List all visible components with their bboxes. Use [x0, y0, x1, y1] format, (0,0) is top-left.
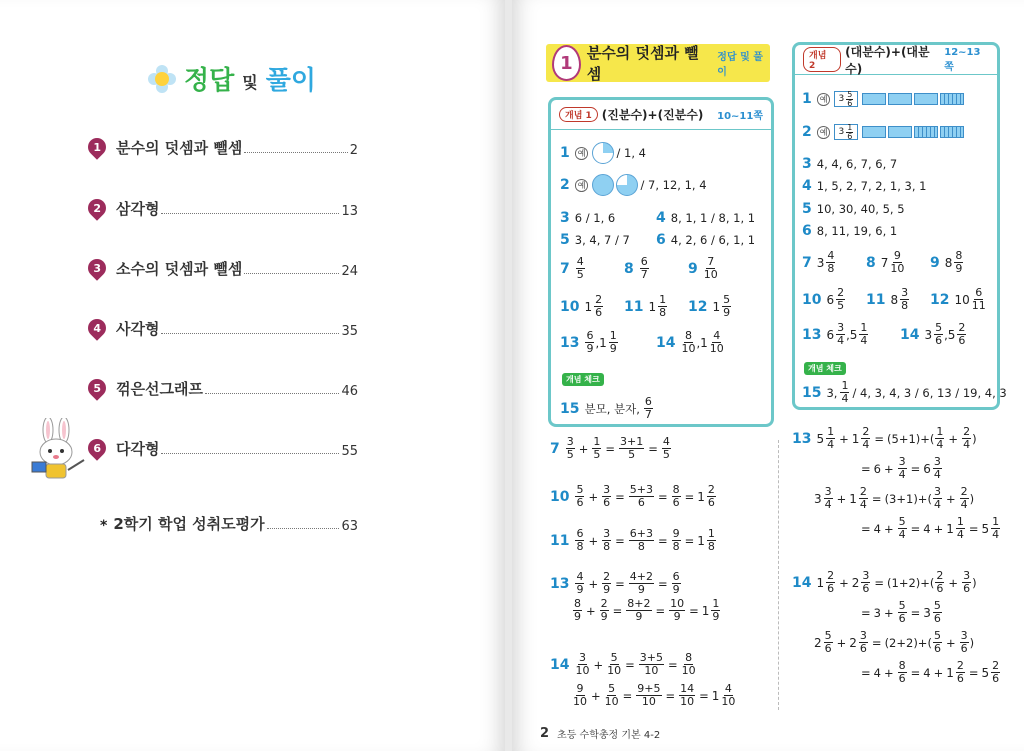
pie-icon	[592, 142, 614, 164]
answer-1-10: 10 1 2 6	[560, 293, 603, 319]
toc-item-title: 분수의 덧셈과 뺄셈	[116, 139, 243, 157]
answer-1-13: 13 6 9 , 1 1 9	[560, 329, 617, 355]
answer-1-4: 4 8, 1, 1 / 8, 1, 1	[656, 210, 756, 226]
answer-2-12: 12 10 6 11	[930, 286, 986, 312]
bar-segment	[914, 93, 938, 105]
toc-item-page: 55	[341, 444, 358, 459]
solution-2-14a: 14 1 2 6 + 2 $\frac{3}{6}$ = (1+2)+( $\frac{2}{6}$ + $\frac{3}{6}$ )	[792, 569, 977, 595]
section-badge	[546, 44, 770, 82]
toc-item-page: 46	[341, 384, 358, 399]
concept-title: (진분수)+(진분수)	[601, 108, 704, 122]
answer-2-5: 5 10, 30, 40, 5, 5	[802, 201, 905, 217]
pie-icon	[592, 174, 614, 196]
answer-2-2: 2 예 3 1 6	[802, 124, 966, 140]
answer-1-12: 12 1 5 9	[688, 293, 731, 319]
column-divider	[778, 440, 779, 710]
solution-10: 10 5 6 + $\frac{3}{6}$ = $\frac{5+3}{6}$ = $\frac{8}{6}$ = 1 2 6	[550, 483, 715, 509]
answer-2-7: 7 3 4 8	[802, 249, 835, 275]
solution-2-13b: = 6 + $\frac{3}{4}$ = 6 3 4	[861, 455, 941, 481]
chapter-pin-icon: 5	[84, 375, 109, 400]
toc-item-page: 35	[341, 324, 358, 339]
concept-pages: 12~13쪽	[944, 46, 981, 73]
answer-2-10: 10 6 2 5	[802, 286, 845, 312]
answer-2-11: 11 8 3 8	[866, 286, 909, 312]
toc-item-4[interactable]	[88, 315, 358, 339]
answer-1-5: 5 3, 4, 7 / 7	[560, 232, 630, 248]
toc-item-title: 다각형	[116, 440, 160, 458]
section-title: 분수의 덧셈과 뺄셈	[586, 44, 699, 83]
answer-1-11: 11 1 1 8	[624, 293, 667, 319]
bar-segment	[862, 93, 886, 105]
section-subtitle: 정답 및 풀이	[717, 52, 763, 78]
answer-2-6: 6 8, 11, 19, 6, 1	[802, 223, 898, 239]
concept-check-badge: 개념 체크	[804, 362, 846, 375]
solution-13b: 8 9 + $\frac{2}{9}$ = $\frac{8+2}{9}$ = $\frac{10}{9}$ = 1 1 9	[574, 597, 720, 623]
bar-segment	[940, 93, 964, 105]
bar-segment	[888, 126, 912, 138]
concept-box-header	[795, 45, 997, 75]
solution-2-13a: 13 5 1 4 + 1 $\frac{2}{4}$ = (5+1)+( $\frac{1}{4}$ + $\frac{2}{4}$ )	[792, 425, 977, 451]
answer-1-3: 3 6 / 1, 6	[560, 210, 616, 226]
concept-box-header	[551, 100, 771, 130]
answer-2-3: 3 4, 4, 6, 7, 6, 7	[802, 156, 898, 172]
book-title: 초등 수학총정 기본 4-2	[557, 730, 661, 741]
solution-14a: 14 3 10 + $\frac{5}{10}$ = $\frac{3+5}{10}$ = $\frac{8}{10}$	[550, 651, 696, 677]
toc-title-1: 정답	[184, 66, 235, 96]
toc-item-5[interactable]	[88, 375, 358, 399]
answer-2-9: 9 8 8 9	[930, 249, 963, 275]
pie-icon	[616, 174, 638, 196]
toc-item-6[interactable]	[88, 435, 358, 459]
toc-item-title: 꺾은선그래프	[116, 380, 203, 398]
answer-1-15: 15 분모, 분자, 6 7	[560, 395, 652, 421]
toc-title-3: 풀이	[265, 66, 316, 96]
chapter-pin-icon: 1	[84, 134, 109, 159]
concept-tag: 개념 1	[559, 107, 598, 122]
toc-item-page: 13	[341, 204, 358, 219]
answer-1-7: 7 4 5	[560, 255, 584, 281]
toc-item-assessment[interactable]: * 2학기 학업 성취도평가 63	[100, 515, 358, 534]
solution-2-14d: = 4 + $\frac{8}{6}$ = 4 + 1 $\frac{2}{6}$ = 5 2 6	[861, 659, 1000, 685]
answer-2-13: 13 6 3 4 , 5 1 4	[802, 321, 868, 347]
toc-item-title: 소수의 덧셈과 뺄셈	[116, 260, 243, 278]
concept-check-badge: 개념 체크	[562, 373, 604, 386]
page-number: 2	[540, 726, 550, 741]
concept-title: (대분수)+(대분수)	[845, 44, 930, 76]
toc-item-page: 24	[341, 264, 358, 279]
chapter-pin-icon: 2	[84, 195, 109, 220]
answer-2-1: 1 예 3 5 6	[802, 91, 966, 107]
answer-1-1: 1 예 / 1, 4	[560, 142, 646, 164]
toc-item-3[interactable]	[88, 255, 358, 279]
mixed-number-box: 3 1 6	[834, 124, 858, 140]
solution-14b: 9 10 + $\frac{5}{10}$ = $\frac{9+5}{10}$ = $\frac{14}{10}$ = 1 4 10	[573, 682, 736, 708]
toc-item-2[interactable]	[88, 195, 358, 219]
toc-item-title: 삼각형	[116, 200, 160, 218]
answer-1-6: 6 4, 2, 6 / 6, 1, 1	[656, 232, 756, 248]
concept-tag: 개념 2	[803, 47, 841, 72]
chapter-pin-icon: 4	[84, 315, 109, 340]
mixed-number-box: 3 5 6	[834, 91, 858, 107]
bar-segment	[888, 93, 912, 105]
solution-2-14c: 2 5 6 + 2 $\frac{3}{6}$ = (2+2)+( $\frac{5}{6}$ + $\frac{3}{6}$ )	[814, 629, 975, 655]
bar-segment	[914, 126, 938, 138]
answer-page	[512, 0, 1024, 751]
bunny-mascot-icon	[28, 418, 88, 484]
answer-1-2: 2 예 / 7, 12, 1, 4	[560, 174, 707, 196]
answer-2-14: 14 3 5 6 , 5 2 6	[900, 321, 966, 347]
answer-2-4: 4 1, 5, 2, 7, 2, 1, 3, 1	[802, 178, 927, 194]
toc-page	[0, 0, 505, 751]
bar-segment	[862, 126, 886, 138]
solution-7: 7 3 5 + $\frac{1}{5}$ = $\frac{3+1}{5}$ = $\frac{4}{5}$	[550, 435, 670, 461]
toc-item-title: 사각형	[116, 320, 160, 338]
chapter-pin-icon: 3	[84, 255, 109, 280]
flower-icon	[148, 65, 176, 93]
toc-item-page: 2	[349, 143, 358, 158]
concept-pages: 10~11쪽	[717, 111, 763, 122]
toc-item-title: 2학기 학업 성취도평가	[113, 515, 265, 533]
answer-1-14: 14 8 10 , 1 4 10	[656, 329, 724, 355]
solution-2-13d: = 4 + $\frac{5}{4}$ = 4 + 1 $\frac{1}{4}$ = 5 1 4	[861, 515, 1000, 541]
toc-title	[148, 60, 316, 97]
toc-item-page: 63	[341, 519, 358, 534]
solution-11: 11 6 8 + $\frac{3}{8}$ = $\frac{6+3}{8}$ = $\frac{9}{8}$ = 1 1 8	[550, 527, 715, 553]
bar-segment	[940, 126, 964, 138]
toc-item-1[interactable]	[88, 134, 358, 158]
section-number: 1	[552, 45, 581, 81]
answer-2-8: 8 7 9 10	[866, 249, 905, 275]
answer-1-8: 8 6 7	[624, 255, 648, 281]
answer-2-15: 15 3, 1 4 / 4, 3, 4, 3 / 6, 13 / 19, 4, 3	[802, 379, 1007, 405]
page-footer	[540, 726, 660, 741]
solution-2-14b: = 3 + $\frac{5}{6}$ = 3 5 6	[861, 599, 941, 625]
solution-2-13c: 3 3 4 + 1 $\frac{2}{4}$ = (3+1)+( $\frac{3}{4}$ + $\frac{2}{4}$ )	[814, 485, 975, 511]
answer-1-9: 9 7 10	[688, 255, 718, 281]
solution-13a: 13 4 9 + $\frac{2}{9}$ = $\frac{4+2}{9}$ = $\frac{6}{9}$	[550, 570, 680, 596]
chapter-pin-icon: 6	[84, 435, 109, 460]
toc-title-2: 및	[242, 73, 258, 92]
